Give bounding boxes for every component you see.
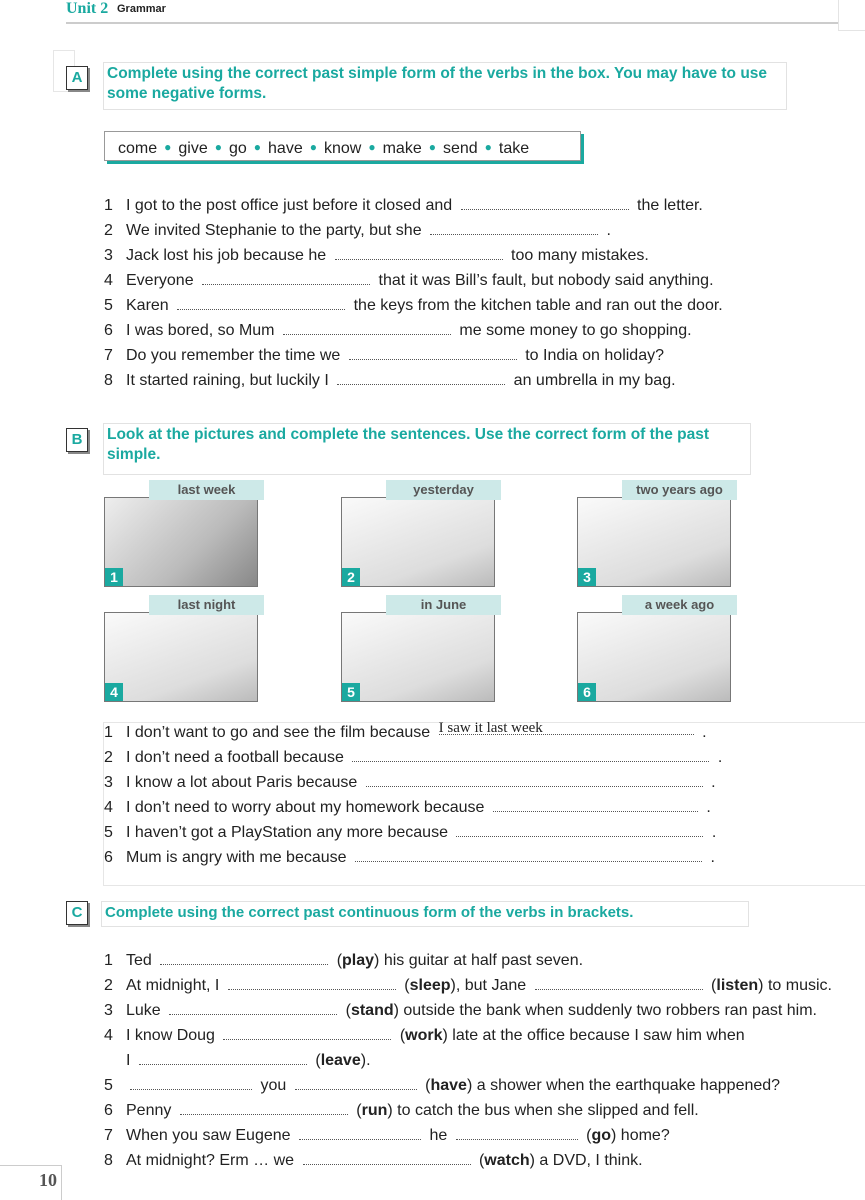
verb: run: [361, 1102, 388, 1119]
item-text: .: [711, 824, 717, 841]
item-text: you: [260, 1077, 287, 1094]
time-label: two years ago: [622, 480, 737, 500]
exercise-item: [104, 1123, 832, 1148]
item-number: 1: [104, 724, 113, 741]
picture-number: 6: [578, 683, 596, 701]
item-text: I was bored, so Mum: [126, 322, 275, 339]
item-text: .: [606, 222, 611, 239]
item-text: (: [315, 1052, 321, 1069]
answer-blank[interactable]: [180, 1100, 348, 1115]
answer-blank[interactable]: [352, 747, 709, 762]
item-number: 5: [104, 824, 113, 841]
item-number: 3: [104, 774, 113, 791]
header-corner: [838, 0, 865, 31]
item-number: 4: [104, 272, 113, 289]
section-c-letter: C: [66, 901, 88, 925]
answer-blank[interactable]: [283, 320, 451, 335]
item-text: me some money to go shopping.: [459, 322, 692, 339]
exercise-item: [104, 770, 722, 795]
item-number: 7: [104, 347, 113, 364]
item-text: he: [429, 1127, 448, 1144]
item-text: (: [478, 1152, 485, 1169]
word: have: [268, 140, 303, 157]
item-number: 1: [104, 952, 113, 969]
item-number: 4: [104, 799, 113, 816]
illustration-4: [104, 612, 258, 702]
exercise-item: [104, 998, 832, 1023]
word: make: [382, 140, 422, 157]
section-b-instruction: Look at the pictures and complete the sentences. Use the correct form of the past simple.: [103, 423, 751, 475]
item-text: Luke: [126, 1002, 161, 1019]
word: go: [228, 140, 247, 157]
item-text: When you saw Eugene: [126, 1127, 291, 1144]
item-text: (: [425, 1077, 431, 1094]
exercise-item: [104, 343, 723, 368]
item-number: 7: [104, 1127, 113, 1144]
exercise-item: [104, 948, 832, 973]
exercise-item: [104, 745, 722, 770]
item-number: 8: [104, 1152, 113, 1169]
filled-answer: I saw it last week: [438, 720, 543, 736]
exercise-item: [104, 368, 723, 393]
picture-number: 3: [578, 568, 596, 586]
verb: play: [342, 952, 375, 969]
item-text: I haven’t got a PlayStation any more because: [126, 824, 448, 841]
time-label: a week ago: [622, 595, 737, 615]
item-text: ) late at the office because I saw him when: [442, 1027, 745, 1044]
verb: sleep: [409, 977, 451, 994]
answer-blank[interactable]: [295, 1075, 417, 1090]
unit-label: Unit 2: [66, 0, 109, 17]
item-text: (: [399, 1027, 406, 1044]
item-text: ), but Jane: [450, 977, 527, 994]
verb: go: [591, 1127, 612, 1144]
illustration-3: [577, 497, 731, 587]
item-text: the keys from the kitchen table and ran out the door.: [353, 297, 723, 314]
item-number: 2: [104, 749, 113, 766]
item-text: (: [356, 1102, 362, 1119]
item-number: 4: [104, 1027, 113, 1044]
item-text: (: [404, 977, 410, 994]
answer-blank[interactable]: [335, 245, 503, 260]
word: send: [442, 140, 478, 157]
exercise-item: [104, 193, 723, 218]
bullet-icon: ●: [164, 140, 172, 154]
picture-number: 4: [105, 683, 123, 701]
time-label: yesterday: [386, 480, 501, 500]
item-number: 8: [104, 372, 113, 389]
exercise-item: [104, 1148, 832, 1173]
item-text: I got to the post office just before it closed and: [126, 197, 453, 214]
illustration-5: [341, 612, 495, 702]
exercise-item: [104, 845, 722, 870]
answer-blank[interactable]: [366, 772, 703, 787]
item-text: Ted: [126, 952, 152, 969]
item-text: Jack lost his job because he: [126, 247, 327, 264]
bullet-icon: ●: [253, 140, 262, 154]
item-text: Do you remember the time we: [126, 347, 341, 364]
section-b-letter: B: [66, 428, 88, 452]
word: give: [178, 140, 208, 157]
item-text: I know a lot about Paris because: [126, 774, 358, 791]
answer-blank[interactable]: [456, 1125, 578, 1140]
time-label: last night: [149, 595, 264, 615]
exercise-item: [104, 795, 722, 820]
time-label: last week: [149, 480, 264, 500]
answer-blank[interactable]: [130, 1075, 252, 1090]
exercise-item: [104, 218, 723, 243]
answer-blank[interactable]: [535, 975, 703, 990]
section-c-instruction: Complete using the correct past continuous form of the verbs in brackets.: [101, 901, 749, 927]
bullet-icon: ●: [428, 140, 436, 154]
answer-blank[interactable]: [169, 1000, 337, 1015]
section-a-letter: A: [66, 66, 88, 90]
bullet-icon: ●: [484, 140, 492, 154]
illustration-2: [341, 497, 495, 587]
section-a-instruction: Complete using the correct past simple form of the verbs in the box. You may have to use some negative forms.: [103, 62, 787, 110]
item-text: I know Doug: [126, 1027, 215, 1044]
item-text: that it was Bill’s fault, but nobody said anything.: [378, 272, 714, 289]
item-text: ) outside the bank when suddenly two robbers ran past him.: [393, 1002, 817, 1019]
exercise-item: [104, 318, 723, 343]
item-text: ) home?: [611, 1127, 670, 1144]
exercise-item: [104, 293, 723, 318]
answer-blank[interactable]: [430, 220, 598, 235]
item-text: Penny: [126, 1102, 172, 1119]
answer-blank[interactable]: [177, 295, 345, 310]
exercise-item: [104, 820, 722, 845]
item-text: (: [711, 977, 717, 994]
item-text: ) his guitar at half past seven.: [374, 952, 584, 969]
answer-blank[interactable]: [461, 195, 629, 210]
answer-blank[interactable]: [355, 847, 702, 862]
exercise-item: [104, 1073, 832, 1098]
illustration-1: [104, 497, 258, 587]
item-number: 3: [104, 247, 113, 264]
item-text: too many mistakes.: [511, 247, 649, 264]
item-number: 2: [104, 222, 113, 239]
bullet-icon: ●: [214, 140, 222, 154]
item-text: the letter.: [637, 197, 703, 214]
bullet-icon: ●: [309, 140, 317, 154]
item-text: I don’t need to worry about my homework because: [126, 799, 485, 816]
item-text: .: [711, 774, 716, 791]
item-text: ) to music.: [758, 977, 832, 994]
picture-number: 5: [342, 683, 360, 701]
answer-blank[interactable]: [228, 975, 396, 990]
exercise-item: [104, 720, 722, 745]
time-label: in June: [386, 595, 501, 615]
item-text: It started raining, but luckily I: [126, 372, 329, 389]
item-text: ) a DVD, I think.: [529, 1152, 643, 1169]
item-number: 6: [104, 1102, 113, 1119]
answer-blank[interactable]: [439, 720, 694, 735]
item-text: At midnight, I: [126, 977, 220, 994]
verb: have: [430, 1077, 467, 1094]
word: come: [118, 140, 158, 157]
section-c-list: [104, 948, 832, 1173]
item-text: (: [336, 952, 343, 969]
verb: stand: [350, 1002, 394, 1019]
verb: watch: [484, 1152, 530, 1169]
item-number: 5: [104, 1077, 113, 1094]
picture-number: 2: [342, 568, 360, 586]
item-text: (: [345, 1002, 351, 1019]
word-box: [104, 131, 581, 161]
answer-blank[interactable]: [139, 1050, 307, 1065]
section-b-list: [104, 720, 722, 870]
item-text: ) a shower when the earthquake happened?: [466, 1077, 781, 1094]
exercise-item: [104, 1098, 832, 1123]
answer-blank[interactable]: [303, 1150, 471, 1165]
answer-blank[interactable]: [493, 797, 698, 812]
exercise-item: [104, 1023, 832, 1073]
item-text: I don’t need a football because: [126, 749, 344, 766]
answer-blank[interactable]: [202, 270, 370, 285]
word: take: [498, 140, 530, 157]
verb: listen: [716, 977, 759, 994]
item-number: 6: [104, 322, 113, 339]
section-a-list: [104, 193, 723, 393]
item-text: .: [710, 849, 715, 866]
exercise-item: [104, 973, 832, 998]
item-number: 3: [104, 1002, 113, 1019]
answer-blank[interactable]: [349, 345, 517, 360]
item-text: to India on holiday?: [525, 347, 664, 364]
item-number: 6: [104, 849, 113, 866]
item-number: 5: [104, 297, 113, 314]
exercise-item: [104, 243, 723, 268]
item-text: .: [717, 749, 723, 766]
header-divider: [66, 22, 838, 24]
item-number: 1: [104, 197, 113, 214]
verb: leave: [320, 1052, 361, 1069]
item-text: I: [126, 1052, 131, 1069]
item-text: I don’t want to go and see the film because: [126, 724, 431, 741]
item-text: At midnight? Erm … we: [126, 1152, 295, 1169]
answer-blank[interactable]: [223, 1025, 391, 1040]
item-text: ).: [360, 1052, 371, 1069]
picture-number: 1: [105, 568, 123, 586]
item-text: Mum is angry with me because: [126, 849, 347, 866]
item-text: ) to catch the bus when she slipped and fell.: [387, 1102, 699, 1119]
answer-blank[interactable]: [160, 950, 328, 965]
item-number: 2: [104, 977, 113, 994]
item-text: .: [702, 724, 707, 741]
word: know: [323, 140, 362, 157]
section-label: Grammar: [117, 3, 166, 15]
item-text: We invited Stephanie to the party, but she: [126, 222, 422, 239]
item-text: Karen: [126, 297, 169, 314]
page-number: 10: [0, 1165, 62, 1200]
bullet-icon: ●: [368, 140, 376, 154]
item-text: .: [706, 799, 711, 816]
exercise-item: [104, 268, 723, 293]
item-text: Everyone: [126, 272, 194, 289]
item-text: an umbrella in my bag.: [513, 372, 676, 389]
item-text: (: [586, 1127, 592, 1144]
answer-blank[interactable]: [337, 370, 505, 385]
verb: work: [405, 1027, 443, 1044]
illustration-6: [577, 612, 731, 702]
answer-blank[interactable]: [299, 1125, 421, 1140]
answer-blank[interactable]: [456, 822, 703, 837]
